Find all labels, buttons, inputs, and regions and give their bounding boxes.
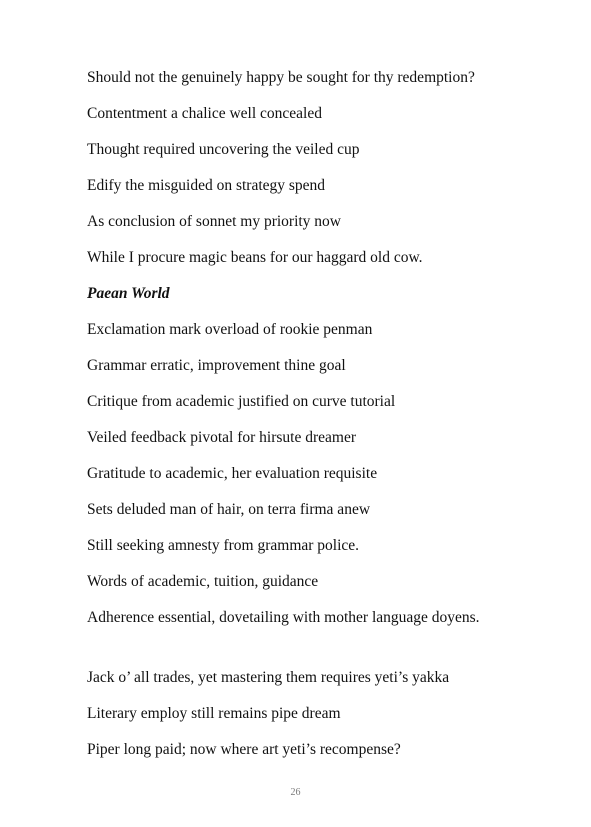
poem-line: Gratitude to academic, her evaluation requisite bbox=[87, 465, 378, 482]
poem-line: As conclusion of sonnet my priority now bbox=[87, 213, 342, 230]
poem-line: Still seeking amnesty from grammar police. bbox=[87, 537, 360, 554]
poem-line: Grammar erratic, improvement thine goal bbox=[87, 357, 346, 374]
poem-line: Literary employ still remains pipe dream bbox=[87, 705, 341, 722]
poem-line: Sets deluded man of hair, on terra firma anew bbox=[87, 501, 371, 518]
page-number: 26 bbox=[290, 787, 301, 798]
poem-line: Thought required uncovering the veiled cup bbox=[87, 141, 360, 158]
poem-title: Paean World bbox=[87, 285, 170, 302]
poem-line: Exclamation mark overload of rookie penman bbox=[87, 321, 373, 338]
poem-line: Contentment a chalice well concealed bbox=[87, 105, 322, 122]
poem-line: Critique from academic justified on curve tutorial bbox=[87, 393, 396, 410]
poem-line: Edify the misguided on strategy spend bbox=[87, 177, 326, 194]
poem-line: Piper long paid; now where art yeti’s recompense? bbox=[87, 741, 401, 758]
poem-line: Veiled feedback pivotal for hirsute dreamer bbox=[87, 429, 356, 446]
poem-line: While I procure magic beans for our haggard old cow. bbox=[87, 249, 423, 266]
poem-line: Jack o’ all trades, yet mastering them requires yeti’s yakka bbox=[87, 669, 450, 686]
poem-line: Words of academic, tuition, guidance bbox=[87, 573, 319, 590]
poem-line: Should not the genuinely happy be sought for thy redemption? bbox=[87, 69, 475, 86]
poem-line: Adherence essential, dovetailing with mother language doyens. bbox=[87, 609, 480, 626]
